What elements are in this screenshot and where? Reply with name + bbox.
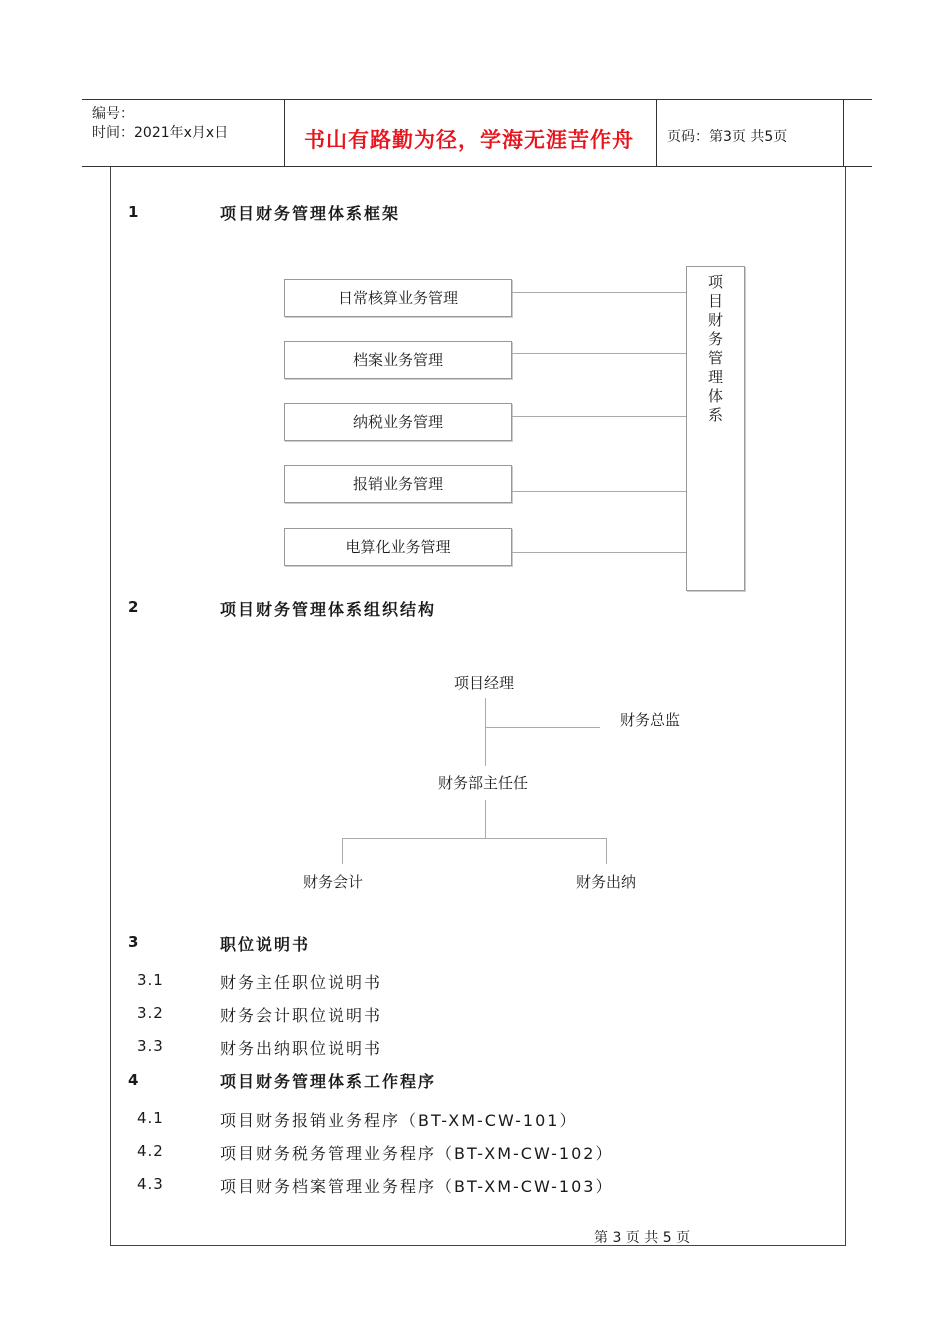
org-cashier: 财务出纳 [576,873,637,891]
org-line [342,838,607,839]
item-4-3-text: 项目财务档案管理业务程序（BT-XM-CW-103） [220,1177,614,1196]
framework-box-reimbursement: 报销业务管理 [284,465,512,503]
framework-system-box [686,266,745,591]
header-divider-3 [843,99,844,167]
section-2-title: 项目财务管理体系组织结构 [220,600,437,619]
framework-box-computerized: 电算化业务管理 [284,528,512,566]
item-4-3-number: 4.3 [137,1175,164,1193]
framework-box-archive: 档案业务管理 [284,341,512,379]
org-finance-director: 财务总监 [620,711,681,729]
item-3-2-number: 3.2 [137,1004,164,1022]
header-divider-1 [284,99,285,167]
connector-line [512,491,686,492]
header-page-label: 页码：第3页 共5页 [667,129,788,145]
section-1-number: 1 [128,203,139,221]
item-3-2-text: 财务会计职位说明书 [220,1006,383,1025]
section-2-number: 2 [128,598,139,616]
item-4-2-number: 4.2 [137,1142,164,1160]
org-line [485,698,486,766]
header-slogan: 书山有路勤为径，学海无涯苦作舟 [304,128,634,152]
org-line [606,838,607,864]
org-line [485,800,486,838]
doc-number-label: 编号： [92,106,134,122]
org-project-manager: 项目经理 [454,674,515,692]
connector-line [512,353,686,354]
framework-box-daily-accounting: 日常核算业务管理 [284,279,512,317]
header-top-border [82,99,872,100]
header-divider-2 [656,99,657,167]
framework-system-label: 项 目 财 务 管 理 体 系 [707,273,723,424]
org-accountant: 财务会计 [303,873,364,891]
item-4-1-number: 4.1 [137,1109,164,1127]
item-3-3-number: 3.3 [137,1037,164,1055]
section-4-title: 项目财务管理体系工作程序 [220,1072,437,1091]
section-1-title: 项目财务管理体系框架 [220,204,401,223]
connector-line [512,292,686,293]
footer-page-number: 第 3 页 共 5 页 [594,1230,691,1246]
item-4-1-text: 项目财务报销业务程序（BT-XM-CW-101） [220,1111,578,1130]
item-3-1-number: 3.1 [137,971,164,989]
item-3-3-text: 财务出纳职位说明书 [220,1039,383,1058]
item-3-1-text: 财务主任职位说明书 [220,973,383,992]
connector-line [512,416,686,417]
org-line [342,838,343,864]
doc-time-label: 时间：2021年x月x日 [92,125,229,141]
connector-line [512,552,686,553]
item-4-2-text: 项目财务税务管理业务程序（BT-XM-CW-102） [220,1144,614,1163]
framework-box-tax: 纳税业务管理 [284,403,512,441]
section-4-number: 4 [128,1071,139,1089]
org-finance-chief: 财务部主任任 [438,774,529,792]
section-3-number: 3 [128,933,139,951]
section-3-title: 职位说明书 [220,935,311,954]
org-line [485,727,600,728]
